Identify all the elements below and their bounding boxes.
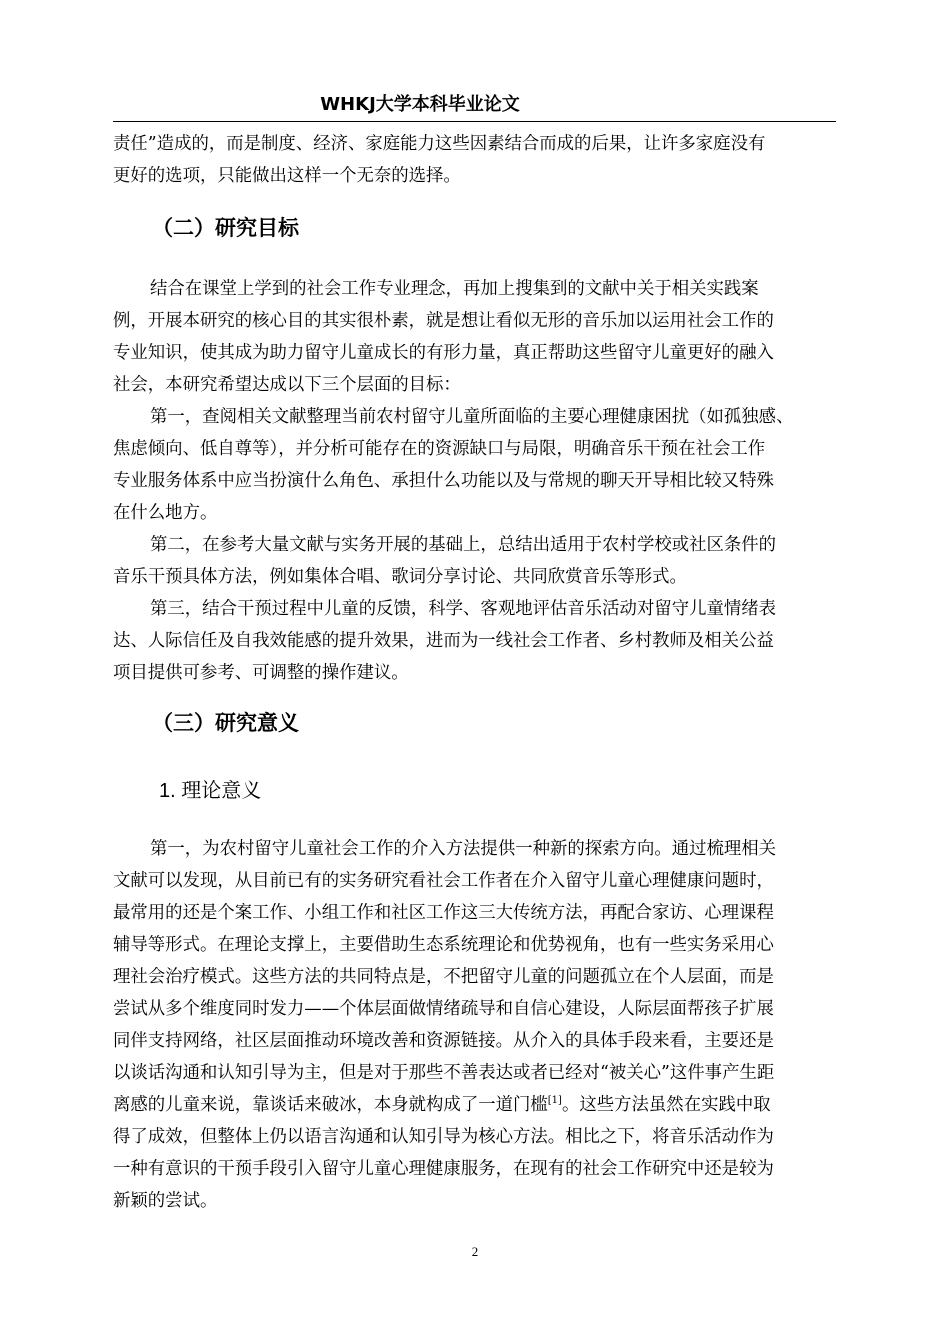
citation-line-text: 离感的儿童来说，靠谈话来破冰，本身就构成了一道门槛 — [113, 1095, 548, 1115]
intro-paragraph — [113, 128, 836, 192]
text-line: 专业知识，使其成为助力留守儿童成长的有形力量，真正帮助这些留守儿童更好的融入 — [113, 343, 774, 363]
text-line: 达、人际信任及自我效能感的提升效果，进而为一线社会工作者、乡村教师及相关公益 — [113, 631, 774, 651]
text-line: 尝试从多个维度同时发力——个体层面做情绪疏导和自信心建设，人际层面帮孩子扩展 — [113, 999, 774, 1019]
significance-paragraph-1 — [113, 833, 836, 1217]
text-line: 第一，为农村留守儿童社会工作的介入方法提供一种新的探索方向。通过梳理相关 — [150, 839, 777, 859]
text-line: 社会，本研究希望达成以下三个层面的目标： — [113, 375, 461, 395]
text-line: 专业服务体系中应当扮演什么角色、承担什么功能以及与常规的聊天开导相比较又特殊 — [113, 471, 774, 491]
running-header: WHKJ大学本科毕业论文 — [320, 94, 520, 115]
citation-line-text: 。这些方法虽然在实践中取 — [561, 1095, 771, 1115]
citation-marker[interactable]: [1] — [547, 1095, 562, 1106]
text-line: 第二，在参考大量文献与实务开展的基础上，总结出适用于农村学校或社区条件的 — [150, 535, 777, 555]
text-line-with-citation — [113, 1089, 836, 1121]
section-heading-research-goals: （二）研究目标 — [152, 216, 299, 240]
page-number: 2 — [471, 1244, 479, 1259]
text-line: 一种有意识的干预手段引入留守儿童心理健康服务，在现有的社会工作研究中还是较为 — [113, 1159, 774, 1179]
text-line: 第三，结合干预过程中儿童的反馈，科学、客观地评估音乐活动对留守儿童情绪表 — [150, 599, 777, 619]
text-line: 项目提供可参考、可调整的操作建议。 — [113, 663, 409, 683]
text-line: 文献可以发现，从目前已有的实务研究看社会工作者在介入留守儿童心理健康问题时， — [113, 871, 774, 891]
text-line: 得了成效，但整体上仍以语言沟通和认知引导为核心方法。相比之下，将音乐活动作为 — [113, 1127, 774, 1147]
text-line: 焦虑倾向、低自尊等），并分析可能存在的资源缺口与局限，明确音乐干预在社会工作 — [113, 439, 766, 459]
goals-paragraph-1 — [113, 273, 836, 689]
text-line: 结合在课堂上学到的社会工作专业理念，再加上搜集到的文献中关于相关实践案 — [150, 279, 759, 299]
section-heading-research-significance: （三）研究意义 — [152, 711, 299, 735]
subheading-theoretical-significance: 1. 理论意义 — [159, 780, 262, 802]
text-line: 责任”造成的，而是制度、经济、家庭能力这些因素结合而成的后果，让许多家庭没有 — [113, 134, 766, 154]
text-line: 例，开展本研究的核心目的其实很朴素，就是想让看似无形的音乐加以运用社会工作的 — [113, 311, 774, 331]
text-line: 理社会治疗模式。这些方法的共同特点是，不把留守儿童的问题孤立在个人层面，而是 — [113, 967, 774, 987]
text-line: 第一，查阅相关文献整理当前农村留守儿童所面临的主要心理健康困扰（如孤独感、 — [150, 407, 794, 427]
text-line: 同伴支持网络，社区层面推动环境改善和资源链接。从介入的具体手段来看，主要还是 — [113, 1031, 774, 1051]
text-line: 更好的选项，只能做出这样一个无奈的选择。 — [113, 166, 461, 186]
text-line: 新颖的尝试。 — [113, 1191, 218, 1211]
text-line: 辅导等形式。在理论支撑上，主要借助生态系统理论和优势视角，也有一些实务采用心 — [113, 935, 774, 955]
text-line: 最常用的还是个案工作、小组工作和社区工作这三大传统方法，再配合家访、心理课程 — [113, 903, 774, 923]
text-line: 在什么地方。 — [113, 503, 218, 523]
header-rule — [113, 121, 836, 122]
text-line: 音乐干预具体方法，例如集体合唱、歌词分享讨论、共同欣赏音乐等形式。 — [113, 567, 687, 587]
text-line: 以谈话沟通和认知引导为主，但是对于那些不善表达或者已经对“被关心”这件事产生距 — [113, 1063, 775, 1083]
